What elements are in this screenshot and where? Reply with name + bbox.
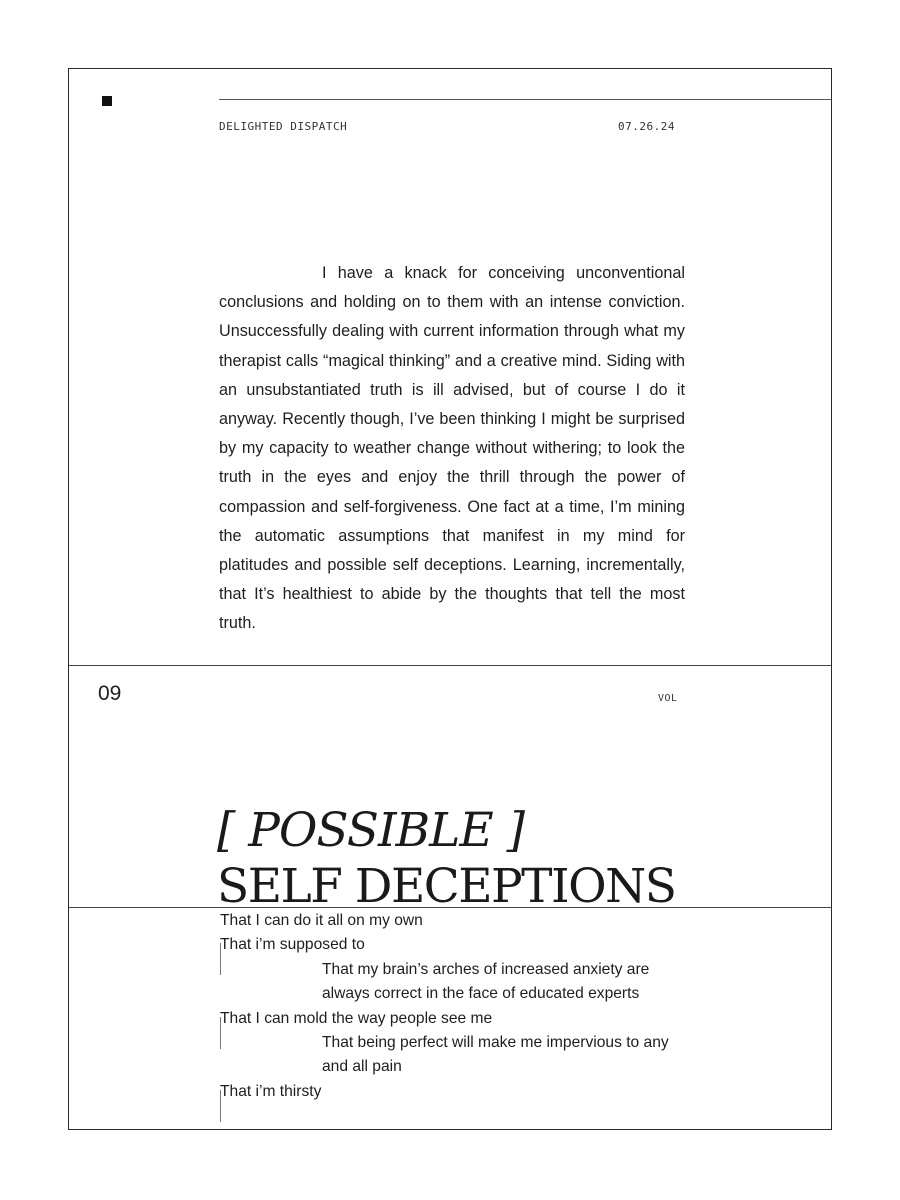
list-item: That i’m supposed to xyxy=(220,933,690,957)
list-item: That my brain’s arches of increased anxiety are always correct in the face of educated experts xyxy=(322,960,650,1003)
volume-label: VOL xyxy=(658,693,678,704)
page-frame xyxy=(68,68,832,1130)
section-divider xyxy=(69,665,831,666)
deceptions-list xyxy=(220,909,690,1104)
square-bullet-icon xyxy=(102,96,112,106)
volume-number: 09 xyxy=(98,682,122,705)
list-item: That i’m thirsty xyxy=(220,1080,690,1104)
essay-paragraph: I have a knack for conceiving unconventional conclusions and holding on to them with an intense conviction. Unsuccessfully dealing with current information through what my therapist calls “magical thinking” and a creative mind. Siding with an unsubstantiated truth is ill advised, but of course I do it anyway. Recently though, I’ve been thinking I might be surprised by my capacity to weather change without withering; to look the truth in the eyes and enjoy the thrill through the power of compassion and self-forgiveness. One fact at a time, I’m mining the automatic assumptions that manifest in my mind for platitudes and possible self deceptions. Learning, incrementally, that It’s healthiest to abide by the thoughts that tell the most truth. xyxy=(219,264,685,633)
list-item: That being perfect will make me impervious to any and all pain xyxy=(322,1034,669,1076)
publication-date: 07.26.24 xyxy=(618,120,675,133)
publication-name: DELIGHTED DISPATCH xyxy=(219,120,348,133)
header-rule xyxy=(219,99,832,100)
list-item: That I can do it all on my own xyxy=(220,912,423,929)
list-item: That I can mold the way people see me xyxy=(220,1007,690,1031)
title-line-2: SELF DECEPTIONS xyxy=(217,859,676,914)
title-line-1: [ POSSIBLE ] xyxy=(217,803,524,858)
title-divider xyxy=(69,907,831,908)
